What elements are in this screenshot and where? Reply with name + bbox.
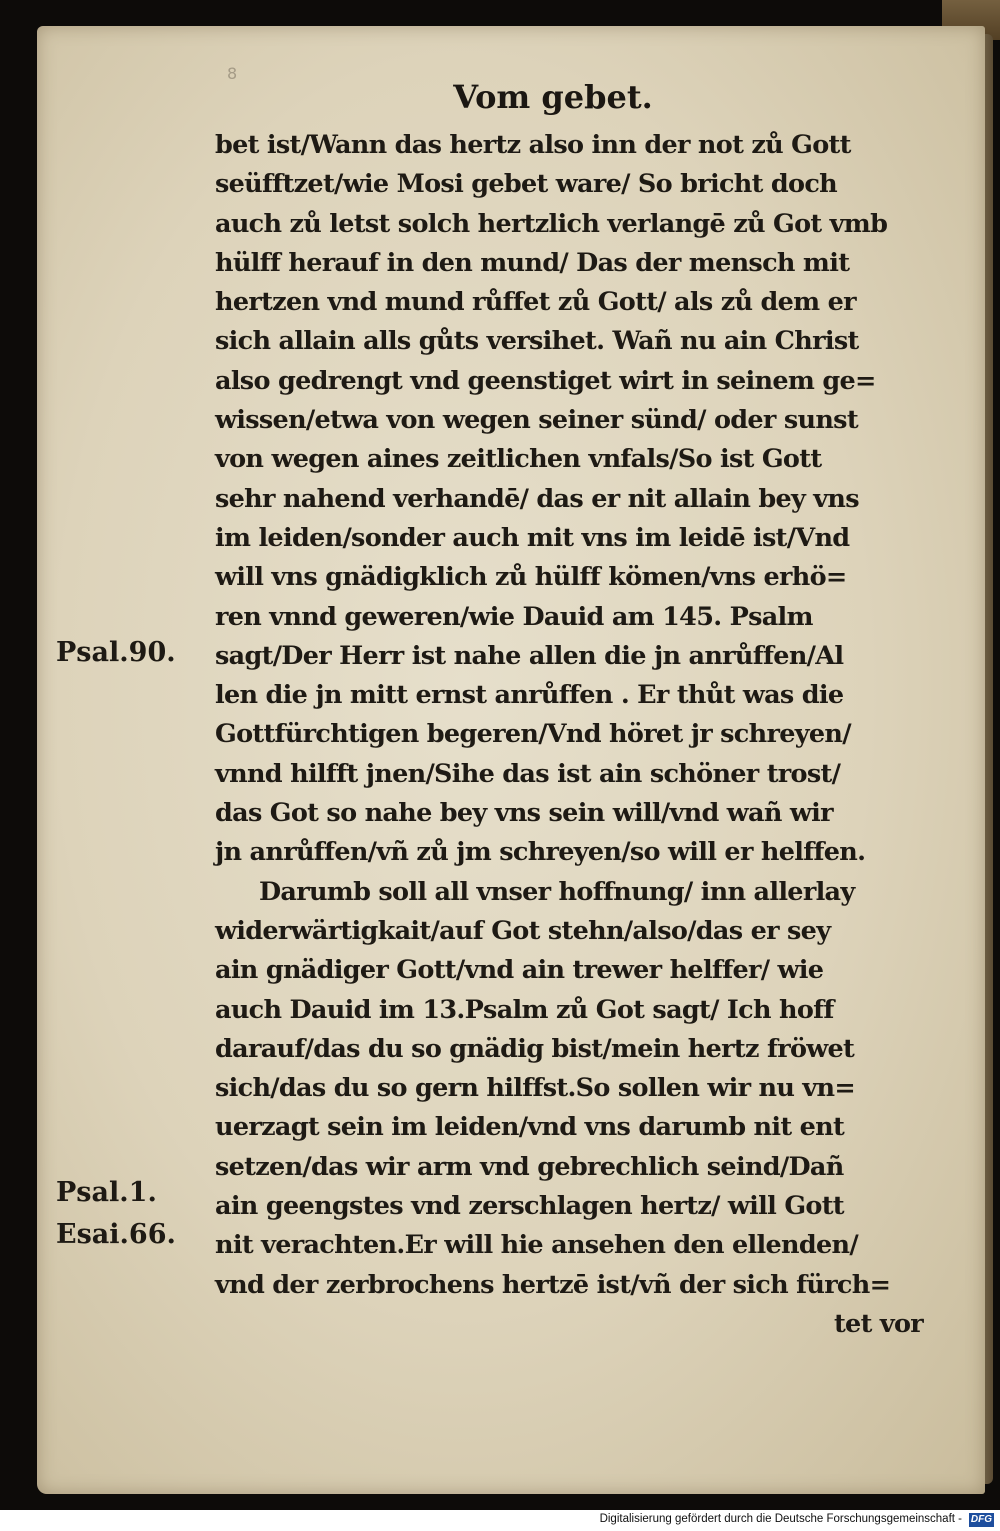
text-line: auch zů letst solch hertzlich verlangē zů Got vmb <box>215 208 888 239</box>
marginal-note-psalm-90: Psal.90. <box>56 637 176 668</box>
text-line: vnnd hilfft jnen/Sihe das ist ain schöner trost/ <box>215 758 841 789</box>
text-line: seüfftzet/wie Mosi gebet ware/ So bricht doch <box>215 169 837 200</box>
text-line: hertzen vnd mund růffet zů Gott/ als zů dem er <box>215 287 856 318</box>
text-line: widerwärtigkait/auf Got stehn/also/das er sey <box>215 915 831 946</box>
body-text <box>215 126 927 1344</box>
text-line: wissen/etwa von wegen seiner sünd/ oder sunst <box>215 405 858 436</box>
text-line: sich allain alls gůts versihet. Wañ nu ain Christ <box>215 326 859 357</box>
marginal-note-psalm-1: Psal.1. <box>56 1177 157 1208</box>
text-line: sich/das du so gern hilffst.So sollen wir nu vn= <box>215 1073 855 1104</box>
text-line: Gottfürchtigen begeren/Vnd höret jr schreyen/ <box>215 719 851 750</box>
text-line: will vns gnädigklich zů hülff kömen/vns erhö= <box>215 562 847 593</box>
text-line: im leiden/sonder auch mit vns im leidē ist/Vnd <box>215 522 850 553</box>
text-line: setzen/das wir arm vnd gebrechlich seind/Dañ <box>215 1151 844 1182</box>
paragraph-start-line: Darumb soll all vnser hoffnung/ inn allerlay <box>259 876 855 907</box>
text-line: von wegen aines zeitlichen vnfals/So ist Gott <box>215 444 822 475</box>
text-line: ain gnädiger Gott/vnd ain trewer helffer/ wie <box>215 955 824 986</box>
pencil-page-mark: 8 <box>227 64 238 83</box>
text-line: jn anrůffen/vñ zů jm schreyen/so will er helffen. <box>215 837 866 868</box>
marginal-note-esaias-66: Esai.66. <box>56 1219 176 1250</box>
text-line: len die jn mitt ernst anrůffen . Er thůt was die <box>215 680 844 711</box>
text-line: uerzagt sein im leiden/vnd vns darumb nit ent <box>215 1112 845 1143</box>
text-line: das Got so nahe bey vns sein will/vnd wañ wir <box>215 798 833 829</box>
dfg-logo-icon: DFG <box>970 1514 992 1525</box>
text-line: sehr nahend verhandē/ das er nit allain bey vns <box>215 483 859 514</box>
text-line: sagt/Der Herr ist nahe allen die jn anrůffen/Al <box>215 640 844 671</box>
text-line: vnd der zerbrochens hertzē ist/vñ der sich fürch= <box>215 1269 891 1300</box>
text-line: ren vnnd geweren/wie Dauid am 145. Psalm <box>215 601 813 632</box>
running-heading: Vom gebet. <box>453 78 653 116</box>
text-line: ain geengstes vnd zerschlagen hertz/ will Gott <box>215 1191 844 1222</box>
text-line: auch Dauid im 13.Psalm zů Got sagt/ Ich hoff <box>215 994 834 1025</box>
text-line: also gedrengt vnd geenstiget wirt in seinem ge= <box>215 365 876 396</box>
catchword-line: tet vor <box>833 1308 923 1339</box>
text-line: darauf/das du so gnädig bist/mein hertz fröwet <box>215 1033 855 1064</box>
text-line: nit verachten.Er will hie ansehen den ellenden/ <box>215 1230 858 1261</box>
text-line: bet ist/Wann das hertz also inn der not zů Gott <box>215 130 851 160</box>
text-line: hülff herauf in den mund/ Das der mensch mit <box>215 247 850 278</box>
funding-credit: Digitalisierung gefördert durch die Deutsche Forschungsgemeinschaft - <box>599 1513 962 1525</box>
